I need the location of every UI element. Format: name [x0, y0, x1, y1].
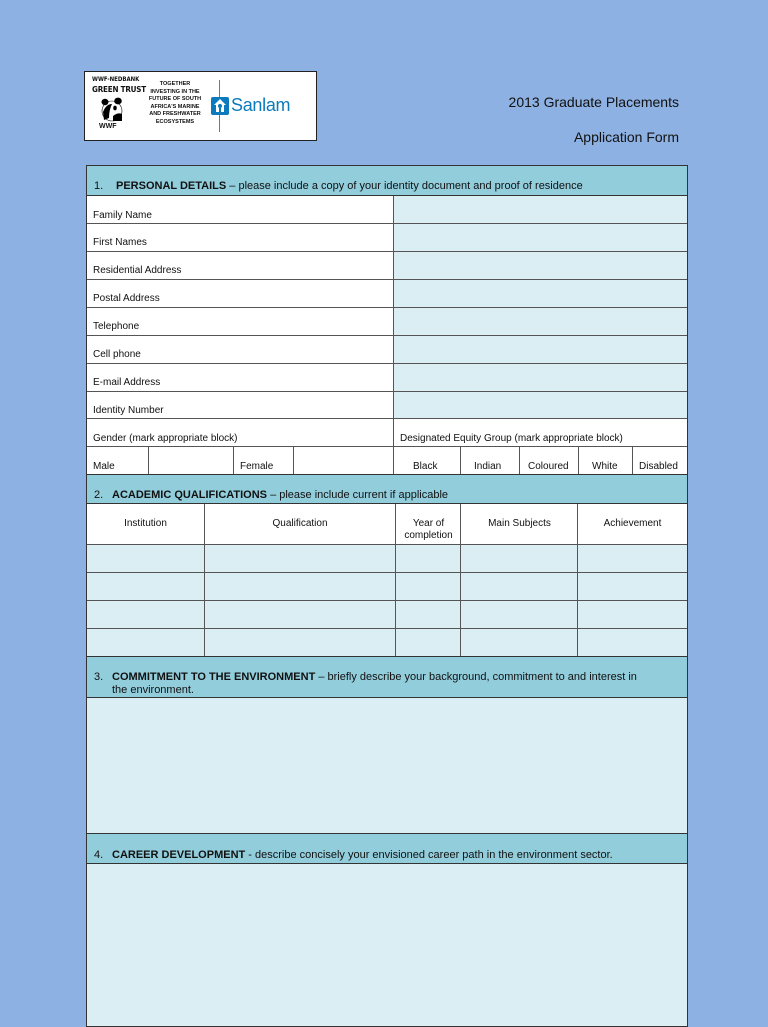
- green-trust-text: GREEN TRUST: [92, 85, 147, 94]
- section-number: 3.: [94, 671, 104, 683]
- wwf-nedbank-logo: [92, 76, 147, 134]
- column-divider: [204, 504, 205, 656]
- row-divider: [87, 363, 687, 364]
- section-number: 2.: [94, 489, 104, 501]
- column-header-institution: Institution: [124, 518, 167, 529]
- cell-phone-input[interactable]: [394, 336, 687, 364]
- section-title: [116, 180, 583, 192]
- telephone-input[interactable]: [394, 308, 687, 336]
- column-divider: [395, 504, 396, 656]
- section-heading: CAREER DEVELOPMENT: [112, 849, 246, 861]
- field-row-first-names: [87, 224, 687, 252]
- section-heading: PERSONAL DETAILS: [116, 180, 227, 192]
- row-divider: [87, 335, 687, 336]
- female-label: Female: [240, 461, 274, 472]
- section-note-continued: the environment.: [112, 684, 194, 696]
- equity-option-label: Disabled: [639, 461, 678, 472]
- sanlam-logo-text: Sanlam: [231, 95, 291, 115]
- qualification-row[interactable]: [87, 545, 687, 572]
- qualification-row[interactable]: [87, 601, 687, 628]
- panda-icon: [101, 96, 123, 122]
- qualification-row[interactable]: [87, 573, 687, 600]
- equity-coloured-option[interactable]: [520, 447, 578, 474]
- field-label: E-mail Address: [93, 377, 161, 388]
- application-form: [86, 165, 688, 1027]
- field-row-family-name: [87, 196, 687, 224]
- column-header-main-subjects: Main Subjects: [488, 518, 551, 529]
- family-name-input[interactable]: [394, 196, 687, 224]
- column-header-qualification: Qualification: [272, 518, 328, 529]
- equity-group-label: Designated Equity Group (mark appropriate block): [400, 433, 623, 444]
- male-checkbox[interactable]: [149, 447, 233, 474]
- column-divider: [577, 504, 578, 656]
- field-row-residential-address: [87, 252, 687, 280]
- row-divider: [87, 279, 687, 280]
- tagline-line: FUTURE OF SOUTH: [148, 96, 202, 103]
- wwf-text: WWF: [99, 123, 117, 130]
- section-personal-details-header: [87, 166, 687, 196]
- section-heading: ACADEMIC QUALIFICATIONS: [112, 489, 268, 501]
- column-header-achievement: Achievement: [603, 518, 662, 529]
- field-row-cell-phone: [87, 336, 687, 364]
- equity-indian-option[interactable]: [461, 447, 519, 474]
- section-commitment-header: [87, 656, 687, 698]
- field-label: Residential Address: [93, 265, 182, 276]
- tagline-line: AFRICA'S MARINE: [150, 103, 200, 110]
- qualifications-table-header: [87, 504, 687, 544]
- equity-option-label: Black: [413, 461, 438, 472]
- row-divider: [87, 391, 687, 392]
- sponsor-logo: [84, 71, 317, 141]
- field-row-telephone: [87, 308, 687, 336]
- row-divider: [87, 418, 687, 419]
- column-header-year-line: completion: [404, 530, 453, 541]
- column-divider: [460, 504, 461, 656]
- equity-disabled-option[interactable]: [633, 447, 687, 474]
- row-divider: [87, 223, 687, 224]
- male-label: Male: [93, 461, 115, 472]
- equity-option-label: Coloured: [528, 461, 569, 472]
- tagline-line: AND FRESHWATER: [149, 111, 201, 118]
- section-note: - describe concisely your envisioned career path in the environment sector.: [245, 849, 613, 861]
- identity-number-input[interactable]: [394, 392, 687, 419]
- field-label: First Names: [93, 237, 147, 248]
- field-label: Identity Number: [93, 405, 164, 416]
- commitment-textarea[interactable]: [87, 699, 687, 833]
- section-number: 1.: [94, 180, 104, 192]
- field-label: Postal Address: [93, 293, 160, 304]
- section-note: – please include a copy of your identity document and proof of residence: [226, 180, 583, 192]
- postal-address-input[interactable]: [394, 280, 687, 308]
- column-divider: [393, 196, 394, 474]
- section-note: – please include current if applicable: [267, 489, 449, 501]
- qualification-row[interactable]: [87, 629, 687, 656]
- equity-option-label: White: [592, 461, 618, 472]
- equity-option-label: Indian: [474, 461, 502, 472]
- section-career-development-header: [87, 833, 687, 864]
- tagline-line: INVESTING IN THE: [150, 88, 200, 95]
- first-names-input[interactable]: [394, 224, 687, 252]
- field-row-email: [87, 364, 687, 392]
- page-subtitle: Application Form: [573, 129, 679, 145]
- residential-address-input[interactable]: [394, 252, 687, 280]
- tagline-line: TOGETHER: [159, 81, 191, 87]
- section-heading: COMMITMENT TO THE ENVIRONMENT: [112, 671, 316, 683]
- section-title: [112, 489, 448, 501]
- field-row-identity-number: [87, 392, 687, 419]
- page-title: 2013 Graduate Placements: [508, 94, 679, 110]
- email-input[interactable]: [394, 364, 687, 392]
- logo-tagline: [135, 81, 215, 127]
- field-label: Family Name: [93, 210, 152, 221]
- career-development-textarea[interactable]: [87, 865, 687, 1025]
- column-header-year-line: Year of: [412, 518, 445, 529]
- equity-black-option[interactable]: [394, 447, 460, 474]
- section-title: [112, 849, 613, 861]
- wwf-nedbank-text: WWF-NEDBANK: [92, 76, 140, 83]
- column-divider: [233, 446, 234, 474]
- sanlam-icon: [211, 97, 229, 115]
- row-divider: [87, 251, 687, 252]
- field-label: Cell phone: [93, 349, 141, 360]
- section-number: 4.: [94, 849, 104, 861]
- equity-white-option[interactable]: [579, 447, 632, 474]
- section-title: [112, 671, 637, 683]
- row-divider: [87, 307, 687, 308]
- tagline-line: ECOSYSTEMS: [155, 118, 195, 125]
- section-note: – briefly describe your background, commitment to and interest in: [315, 671, 637, 683]
- gender-label: Gender (mark appropriate block): [93, 433, 238, 444]
- section-academic-qualifications-header: [87, 474, 687, 504]
- column-header-year: [396, 518, 461, 542]
- field-label: Telephone: [93, 321, 140, 332]
- field-row-postal-address: [87, 280, 687, 308]
- female-checkbox[interactable]: [294, 447, 393, 474]
